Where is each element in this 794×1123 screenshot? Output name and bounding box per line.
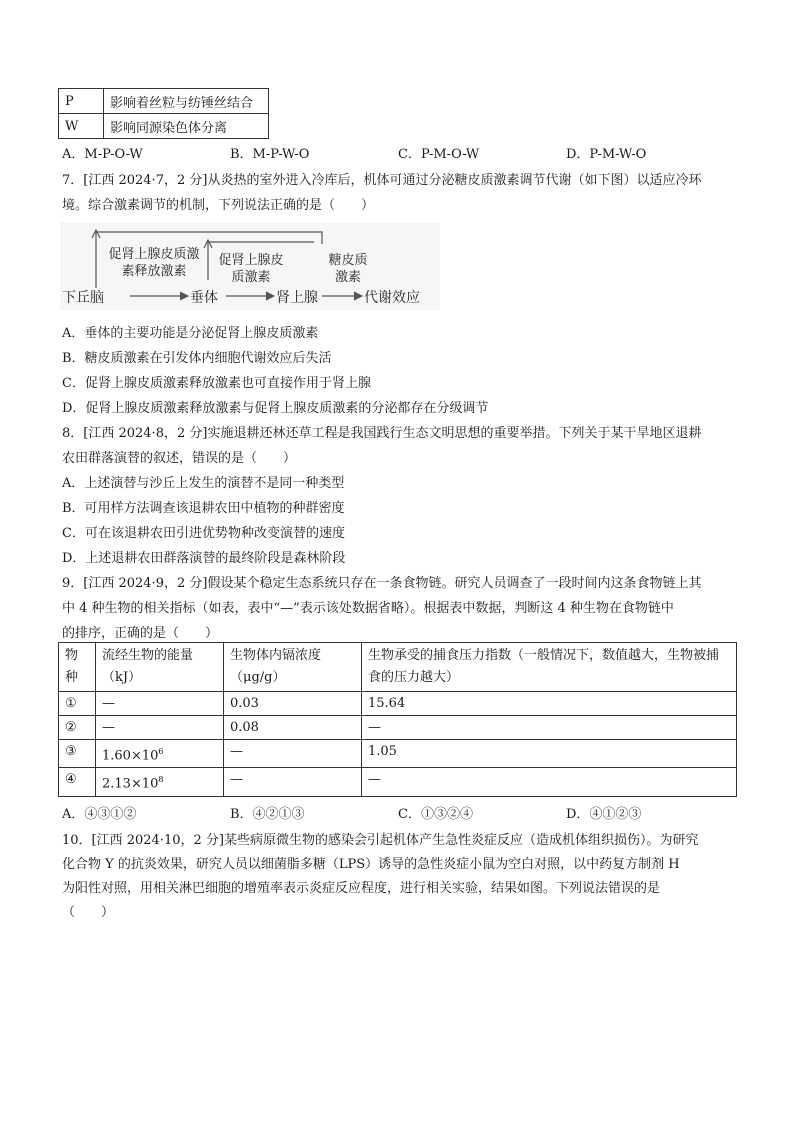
q7-option: A．垂体的主要功能是分泌促肾上腺皮质激素 [62,326,319,341]
q8-option: A．上述演替与沙丘上发生的演替不是同一种类型 [62,476,345,491]
q9-options [62,803,742,822]
q10-stem-line: 化合物 Y 的抗炎效果，研究人员以细菌脂多糖（LPS）诱导的急性炎症小鼠为空白对照，以中药复方制剂 H [62,857,680,872]
q7-option: C．促肾上腺皮质激素释放激素也可直接作用于肾上腺 [62,376,371,391]
option: A．④③①② [62,807,137,822]
table-cell: ④ [59,768,96,796]
node-adrenal: 肾上腺 [276,290,318,306]
label-glucocorticoid [318,252,378,286]
table-cell: — [224,740,362,768]
q8-option: D．上述退耕农田群落演替的最终阶段是森林阶段 [62,551,346,566]
table-cell: — [362,716,737,740]
q8-stem-line: 农田群落演替的叙述，错误的是（ ） [62,451,297,466]
table-cell: 0.03 [224,692,362,716]
option: C．P-M-O-W [398,147,480,162]
table-cell [96,768,224,796]
table-row [59,740,737,768]
energy-base: 2.13×10 [102,776,159,792]
label-line: 促肾上腺皮 [218,253,284,268]
table-cell: W [59,114,104,139]
q8-stem-line: 8．[江西 2024·8，2 分]实施退耕还林还草工程是我国践行生态文明思想的重要举措。下列关于某干旱地区退耕 [62,426,702,441]
q6-options [62,143,742,162]
table-cell: 0.08 [224,716,362,740]
table-cell: 影响同源染色体分离 [104,114,269,139]
table-cell: — [96,716,224,740]
q9-stem-line: 9．[江西 2024·9，2 分]假设某个稳定生态系统只存在一条食物链。研究人员调查了一段时间内这条食物链上其 [62,576,702,591]
header-cadmium: 生物体内镉浓度（μg/g） [224,643,362,692]
table-cell: P [59,89,104,114]
q9-stem-line: 中 4 种生物的相关指标（如表，表中“—”表示该处数据省略）。根据表中数据，判断这 4 种生物在食物链中 [62,601,674,616]
label-line: 糖皮质 [328,253,368,268]
energy-exponent: 8 [158,775,164,785]
table-row [59,89,269,114]
table-cell: ① [59,692,96,716]
option: D．P-M-W-O [566,147,647,162]
table-cell: — [96,692,224,716]
label-acth [212,252,290,286]
q7-stem-line: 境。综合激素调节的机制，下列说法正确的是（ ） [62,198,375,213]
q7-option: D．促肾上腺皮质激素释放激素与促肾上腺皮质激素的分泌都存在分级调节 [62,401,489,416]
q7-stem-line: 7．[江西 2024·7，2 分]从炎热的室外进入冷库后，机体可通过分泌糖皮质激素调节代谢（如下图）以适应冷环 [62,173,702,188]
table-row [59,114,269,139]
header-species: 物种 [59,643,96,692]
table-cell: 影响着丝粒与纺锤丝结合 [104,89,269,114]
q10-stem-line: 为阳性对照，用相关淋巴细胞的增殖率表示炎症反应程度，进行相关实验，结果如图。下列说法错误的是 [62,881,661,896]
table-row [59,716,737,740]
header-energy: 流经生物的能量（kJ） [96,643,224,692]
table-cell: ③ [59,740,96,768]
option: D．④①②③ [566,807,642,822]
energy-exponent: 6 [158,747,164,756]
gene-effect-table [58,88,269,139]
q9-stem-line: 的排序，正确的是（ ） [62,626,219,641]
table-row [59,768,737,796]
hormone-regulation-diagram [60,222,440,310]
q10-stem-line: 10．[江西 2024·10，2 分]某些病原微生物的感染会引起机体产生急性炎症反应（造成机体组织损伤）。为研究 [62,833,699,848]
label-line: 促肾上腺皮质激 [108,247,200,262]
q7-option: B．糖皮质激素在引发体内细胞代谢效应后失活 [62,351,332,366]
option: B．M-P-W-O [230,147,310,162]
node-hypothalamus: 下丘脑 [62,290,104,306]
node-pituitary: 垂体 [190,290,218,306]
q8-option: C．可在该退耕农田引进优势物种改变演替的速度 [62,526,345,541]
label-line: 素释放激素 [121,264,187,279]
table-row [59,692,737,716]
q10-stem-line: （ ） [62,905,115,920]
table-cell: ② [59,716,96,740]
table-header-row [59,643,737,692]
species-data-table [58,642,737,797]
label-line: 质激素 [231,270,271,285]
option: A．M-P-O-W [62,147,143,162]
table-cell: 1.05 [362,740,737,768]
option: C．①③②④ [398,807,473,822]
table-cell: 15.64 [362,692,737,716]
table-cell: — [224,768,362,796]
energy-base: 1.60×10 [102,748,159,764]
label-line: 激素 [334,270,361,285]
header-predation-index: 生物承受的捕食压力指数（一般情况下，数值越大，生物被捕食的压力越大） [362,643,737,692]
table-cell [96,740,224,768]
node-metabolic-effect: 代谢效应 [364,290,420,306]
q8-option: B．可用样方法调查该退耕农田中植物的种群密度 [62,501,345,516]
option: B．④②①③ [230,807,305,822]
label-crh [100,246,208,280]
table-cell: — [362,768,737,796]
